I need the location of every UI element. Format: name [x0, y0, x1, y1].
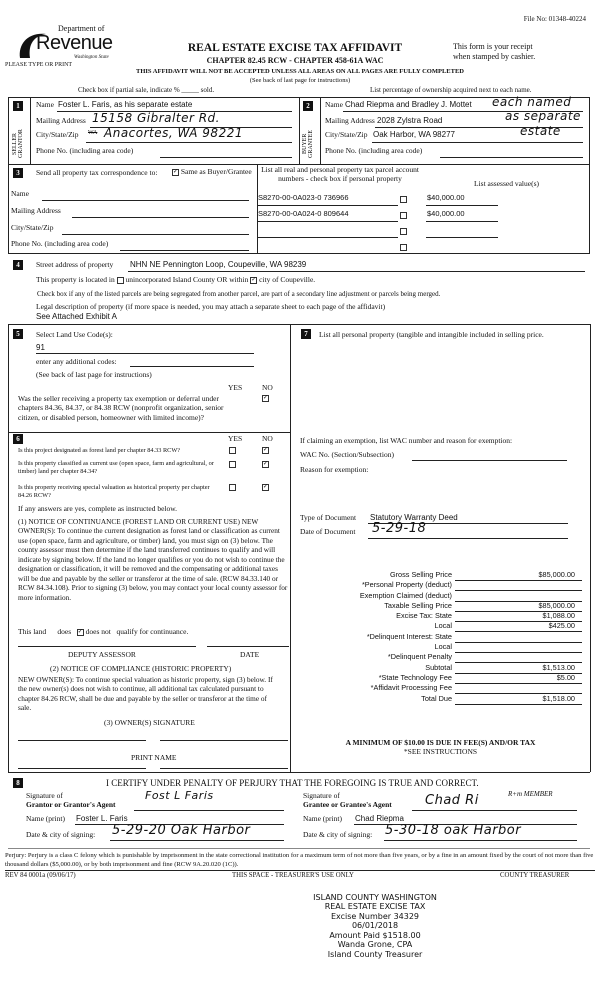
fee-value[interactable]: $425.00 — [548, 621, 575, 631]
grantee-sig-label: Signature of Grantee or Grantee's Agent — [303, 791, 392, 809]
county-treasurer: COUNTY TREASURER — [500, 872, 570, 879]
doc-type-label: Type of Document — [300, 513, 357, 522]
grantee-date-city[interactable]: 5-30-18 oak Harbor — [385, 823, 522, 838]
see-back: (See back of last page for instructions) — [249, 77, 351, 84]
current-use-question: Is this property classified as current use (open space, farm and agricultural, or timber) land per chapter 84.34? — [18, 460, 214, 476]
current-use-no-checkbox[interactable]: ✓ — [263, 461, 269, 467]
doc-date[interactable]: 5-29-18 — [372, 521, 427, 536]
parcel-header: List all real and personal property tax parcel account numbers - check box if personal property — [261, 165, 419, 183]
section-8-badge: 8 — [13, 778, 23, 788]
grantor-sig-label: Signature of Grantor or Grantor's Agent — [26, 791, 116, 809]
logo-state: Washington State — [74, 55, 109, 60]
fee-label: Gross Selling Price — [389, 570, 452, 579]
deputy-assessor-label: DEPUTY ASSESSOR — [68, 650, 136, 659]
corr-name-label: Name — [11, 189, 29, 198]
segregated-note[interactable]: Check box if any of the listed parcels are being segregated from another parcel, are part of a secondary line adjustment or parcels being merged. — [37, 290, 441, 298]
grantee-signature-note: R+m MEMBER — [508, 790, 553, 798]
fee-value[interactable]: $85,000.00 — [538, 570, 575, 579]
buyer-address[interactable]: 2028 Zylstra Road — [377, 116, 443, 125]
parcel-number[interactable]: S8270-00-0A024-0 809644 — [258, 209, 349, 218]
correspondence-label: Send all property tax correspondence to: — [36, 168, 158, 177]
same-as-buyer-checkbox[interactable] — [172, 168, 252, 177]
fee-label: Local — [434, 642, 452, 652]
grantor-date-label: Date & city of signing: — [26, 830, 96, 839]
parcel-row — [258, 193, 590, 209]
grantor-name-label: Name (print) — [26, 814, 65, 823]
see-instructions: *SEE INSTRUCTIONS — [403, 747, 478, 756]
street-label: Street address of property — [36, 260, 114, 269]
grantee-print-name[interactable]: Chad Riepma — [355, 814, 404, 823]
fee-label: Taxable Selling Price — [384, 600, 452, 610]
grantor-date-city[interactable]: 5-29-20 Oak Harbor — [112, 823, 251, 838]
notice-of-compliance: NEW OWNER(S): To continue special valuation as historic property, sign (3) below. If the new owner(s) does not wish to continue, all additional tax calculated pursuant to chapter 84.26 RCW, shall be due and payable by the seller or transferor at the time of sale. — [18, 675, 273, 713]
corr-phone-label: Phone No. (including area code) — [11, 239, 109, 248]
continuance-line: This land does ✓ does not qualify for continuance. — [18, 627, 189, 636]
sec6-yes-header: YES — [228, 434, 243, 443]
seller-grantor-label: SELLER GRANTOR — [12, 129, 24, 159]
receipt-note-1: This form is your receipt — [453, 42, 533, 51]
fee-value[interactable]: $5.00 — [556, 672, 575, 682]
fee-value[interactable]: $1,088.00 — [542, 611, 575, 621]
fee-row — [300, 695, 580, 705]
sec6-no-header: NO — [262, 434, 273, 443]
fee-label: *Delinquent Interest: State — [366, 631, 452, 641]
exemption-label: If claiming an exemption, list WAC number and reason for exemption: — [300, 436, 513, 445]
fee-label: Total Due — [421, 693, 452, 703]
buyer-grantee-label: BUYER GRANTEE — [302, 130, 314, 158]
additional-codes-label: enter any additional codes: — [36, 357, 117, 366]
forest-yes-checkbox[interactable] — [229, 447, 236, 454]
warning: THIS AFFIDAVIT WILL NOT BE ACCEPTED UNLESS ALL AREAS ON ALL PAGES ARE FULLY COMPLETED — [136, 68, 464, 75]
buyer-name-note: each named — [492, 95, 572, 109]
fee-value[interactable]: $1,513.00 — [542, 662, 575, 672]
personal-property-checkbox[interactable] — [400, 196, 407, 203]
buyer-name[interactable]: Chad Riepma and Bradley J. Mottet — [345, 100, 472, 109]
unincorporated-checkbox[interactable] — [117, 277, 124, 284]
legal-label: Legal description of property (if more space is needed, you may attach a separate sheet to each page of the affidavit) — [36, 302, 386, 311]
fee-label: Subtotal — [425, 662, 452, 672]
forest-land-question: Is this project designated as forest land per chapter 84.33 RCW? — [18, 447, 181, 454]
treasurer-use-only: THIS SPACE - TREASURER'S USE ONLY — [232, 872, 354, 879]
buyer-city-label: City/State/Zip — [325, 130, 368, 139]
fee-value[interactable]: $85,000.00 — [538, 600, 575, 610]
parcel-row — [258, 225, 590, 241]
grantor-signature[interactable]: Fost L Faris — [145, 789, 214, 802]
notice-of-compliance-title: (2) NOTICE OF COMPLIANCE (HISTORIC PROPERTY) — [50, 664, 232, 673]
receipt-note-2: when stamped by cashier. — [453, 52, 536, 61]
seller-phone-label: Phone No. (including area code) — [36, 146, 134, 155]
section-2-badge: 2 — [303, 101, 313, 111]
fee-label: Exemption Claimed (deduct) — [359, 590, 452, 600]
land-use-code[interactable]: 91 — [36, 343, 45, 352]
parcel-number[interactable]: S8270-00-0A023-0 736966 — [258, 193, 349, 202]
personal-property-checkbox[interactable] — [400, 212, 407, 219]
corr-city-label: City/State/Zip — [11, 223, 54, 232]
logo-revenue: Revenue — [36, 32, 113, 54]
historic-no-checkbox[interactable]: ✓ — [263, 484, 269, 490]
seller-city-label: City/State/Zip — [36, 130, 79, 139]
buyer-city[interactable]: Oak Harbor, WA 98277 — [373, 130, 455, 139]
please-type: PLEASE TYPE OR PRINT — [5, 62, 73, 68]
certify-statement: I CERTIFY UNDER PENALTY OF PERJURY THAT THE FOREGOING IS TRUE AND CORRECT. — [106, 778, 479, 788]
grantee-name-label: Name (print) — [303, 814, 342, 823]
seller-address[interactable]: 15158 Gibralter Rd. — [92, 111, 220, 125]
seller-city-strikeout: WA — [88, 130, 98, 136]
sec5-yes-header: YES — [228, 383, 243, 392]
grantee-date-label: Date & city of signing: — [303, 830, 373, 839]
historic-question: Is this property receiving special valuation as historical property per chapter 84.26 RCW? — [18, 484, 210, 500]
ownership-note: List percentage of ownership acquired next to each name. — [370, 86, 532, 94]
section-4-badge: 4 — [13, 260, 23, 270]
fee-label: *Delinquent Penalty — [387, 652, 452, 662]
form-chapter: CHAPTER 82.45 RCW - CHAPTER 458-61A WAC — [206, 56, 384, 65]
minimum-due: A MINIMUM OF $10.00 IS DUE IN FEE(S) AND/OR TAX — [345, 738, 536, 747]
personal-property-label: List all personal property (tangible and intangible included in selling price. — [319, 330, 544, 339]
seller-address-label: Mailing Address — [36, 116, 86, 125]
doc-type[interactable]: Statutory Warranty Deed — [370, 513, 458, 522]
current-use-yes-checkbox[interactable] — [229, 461, 236, 468]
print-name-label: PRINT NAME — [131, 753, 177, 762]
date-label: DATE — [240, 650, 260, 659]
perjury-note: Perjury: Perjury is a class C felony which is punishable by imprisonment in the state correctional institution for a maximum term of not more than five years, or by a fine in an amount fixed by the court of not more than five thousand dollars ($5,000.00), or by both imprisonment and fine (RCW 9A.20.020 (1C)). — [5, 852, 594, 868]
location-line: This property is located in unincorporated Island County OR within ✓ city of Coupeville. — [36, 275, 316, 284]
sec5-no-header: NO — [262, 383, 273, 392]
parcel-row — [258, 241, 590, 257]
parcel-row — [258, 209, 590, 225]
section-6-badge: 6 — [13, 434, 23, 444]
seller-name-label: Name — [36, 100, 54, 109]
form-revision: REV 84 0001a (09/06/17) — [5, 872, 76, 879]
buyer-address-note: as separate — [505, 109, 581, 123]
section-3-badge: 3 — [13, 168, 23, 178]
grantor-print-name[interactable]: Foster L. Faris — [76, 814, 128, 823]
does-not-checkbox[interactable]: ✓ — [77, 628, 83, 635]
fee-table — [300, 571, 580, 705]
fee-label: Local — [434, 621, 452, 631]
owner-signature-label: (3) OWNER(S) SIGNATURE — [104, 718, 195, 727]
grantee-signature[interactable]: Chad Ri — [425, 793, 479, 808]
city-checkbox[interactable]: ✓ — [251, 276, 257, 283]
logo-department: Department of — [58, 24, 105, 33]
fee-label: *State Technology Fee — [378, 672, 452, 682]
if-yes-note: If any answers are yes, complete as instructed below. — [18, 504, 178, 513]
assessed-value[interactable]: $40,000.00 — [427, 209, 465, 218]
fee-value[interactable]: $1,518.00 — [542, 693, 575, 703]
personal-property-checkbox[interactable] — [400, 244, 407, 251]
seller-city[interactable]: Anacortes, WA 98221 — [104, 126, 243, 140]
buyer-phone-label: Phone No. (including area code) — [325, 146, 423, 155]
personal-property-checkbox[interactable] — [400, 228, 407, 235]
sec5-see-back: (See back of last page for instructions) — [36, 370, 152, 379]
corr-address-label: Mailing Address — [11, 206, 61, 215]
notice-of-continuance: (1) NOTICE OF CONTINUANCE (FOREST LAND OR CURRENT USE) NEW OWNER(S): To continue the current designation as forest land or classification as current use (open space, farm and agriculture, or timber) land, you must sign on (3) below. The county assessor must then determine if the land transferred continues to qualify and will indicate by signing below. If the land no longer qualifies or you do not wish to continue the designation or classification, it will be removed and the compensating or additional taxes will be due and payable by the seller or transferor at the time of sale. (RCW 84.33.140 or RCW 84.34.108). Prior to signing (3) below, you may contact your local county assessor for more information. — [18, 517, 288, 602]
dor-logo — [14, 24, 124, 64]
section-5-badge: 5 — [13, 329, 23, 339]
treasurer-stamp: ISLAND COUNTY WASHINGTON REAL ESTATE EXCISE TAX Excise Number 34329 06/01/2018 Amount Paid $1518.00 Wanda Grone, CPA Island County Treasurer — [313, 893, 437, 959]
partial-sale[interactable]: Check box if partial sale, indicate % _____ sold. — [78, 86, 215, 94]
seller-exemption-question: Was the seller receiving a property tax exemption or deferral under chapters 84.36, 84.37, or 84.38 RCW (nonprofit organization, senior citizen, or disabled person, homeowner with limited income)? — [18, 394, 224, 422]
fee-label: Excise Tax: State — [396, 611, 452, 621]
same-as-buyer-label: Same as Buyer/Grantee — [180, 167, 252, 176]
form-title: REAL ESTATE EXCISE TAX AFFIDAVIT — [187, 42, 403, 54]
reason-label: Reason for exemption: — [300, 465, 369, 474]
forest-no-checkbox[interactable]: ✓ — [263, 447, 269, 453]
legal-description[interactable]: See Attached Exhibit A — [36, 312, 117, 321]
historic-yes-checkbox[interactable] — [229, 484, 236, 491]
fee-label: *Personal Property (deduct) — [361, 580, 452, 590]
section-1-badge: 1 — [13, 101, 23, 111]
buyer-name-label: Name — [325, 100, 343, 109]
street-address[interactable]: NHN NE Pennington Loop, Coupeville, WA 98239 — [130, 260, 307, 269]
land-use-label: Select Land Use Code(s): — [36, 330, 113, 339]
assessed-header: List assessed value(s) — [474, 179, 539, 188]
assessed-value[interactable]: $40,000.00 — [427, 193, 465, 202]
fee-label: *Affidavit Processing Fee — [370, 683, 452, 693]
section-7-badge: 7 — [301, 329, 311, 339]
seller-name[interactable]: Foster L. Faris, as his separate estate — [58, 100, 193, 109]
seller-exemption-no-checkbox[interactable]: ✓ — [263, 395, 269, 401]
buyer-city-note: estate — [520, 124, 561, 138]
buyer-address-label: Mailing Address — [325, 116, 375, 125]
checkbox-checked-icon: ✓ — [173, 168, 179, 175]
wac-label: WAC No. (Section/Subsection) — [300, 450, 394, 459]
doc-date-label: Date of Document — [300, 527, 356, 536]
file-number: File No: 01348-40224 — [523, 15, 586, 23]
